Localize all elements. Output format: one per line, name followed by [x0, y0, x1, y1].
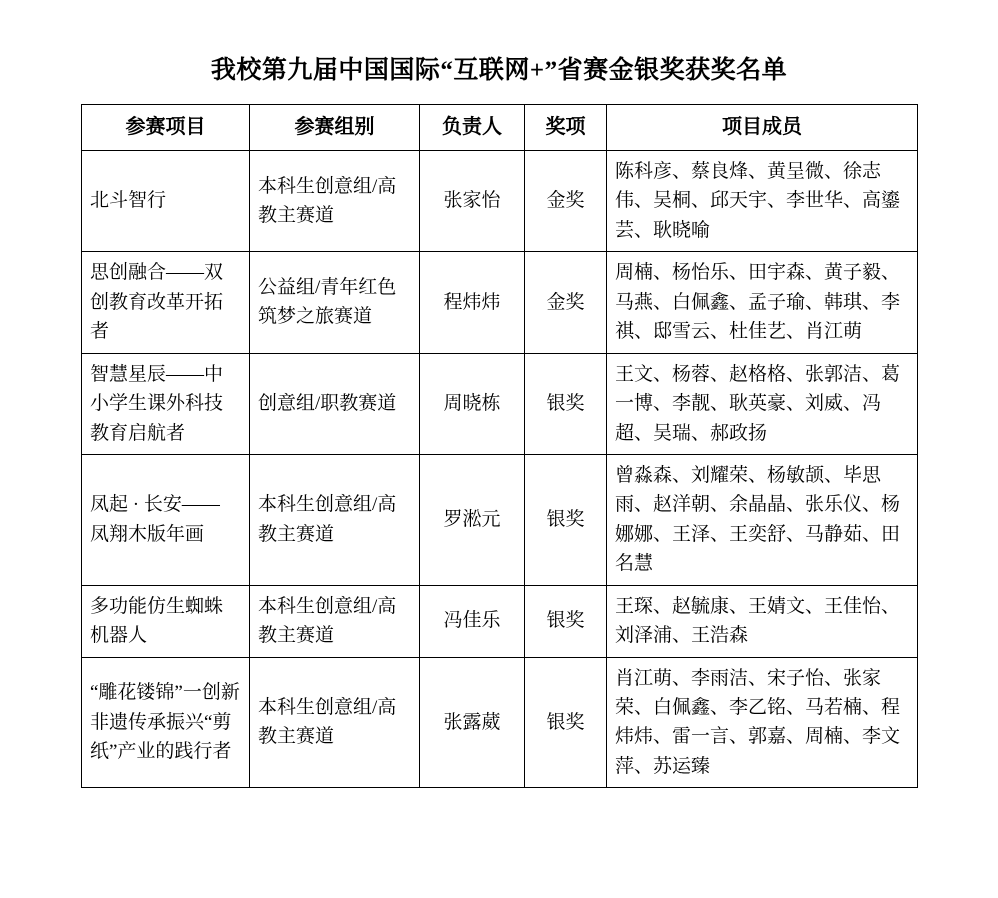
- cell-leader: 张家怡: [420, 151, 525, 252]
- table-header-row: [82, 105, 918, 151]
- cell-project: 凤起 · 长安—— 凤翔木版年画: [82, 454, 250, 585]
- table-row: [82, 585, 918, 657]
- document-page: [0, 50, 998, 898]
- table-body: [82, 151, 918, 788]
- cell-project: 思创融合——双创教育改革开拓者: [82, 252, 250, 353]
- table-row: [82, 454, 918, 585]
- cell-members: 王文、杨蓉、赵格格、张郭洁、葛一博、李靓、耿英豪、刘威、冯超、吴瑞、郝政扬: [607, 353, 918, 454]
- column-header-members: 项目成员: [607, 105, 918, 151]
- cell-group: 本科生创意组/高教主赛道: [250, 657, 420, 788]
- cell-award: 金奖: [525, 151, 607, 252]
- cell-award: 银奖: [525, 585, 607, 657]
- table-header: [82, 105, 918, 151]
- cell-project: 北斗智行: [82, 151, 250, 252]
- cell-leader: 程炜炜: [420, 252, 525, 353]
- cell-project: 多功能仿生蜘蛛机器人: [82, 585, 250, 657]
- cell-members: 陈科彦、蔡良烽、黄呈微、徐志伟、吴桐、邱天宇、李世华、高鎏芸、耿晓喻: [607, 151, 918, 252]
- cell-members: 肖江萌、李雨洁、宋子怡、张家荣、白佩鑫、李乙铭、马若楠、程炜炜、雷一言、郭嘉、周楠、李文萍、苏运臻: [607, 657, 918, 788]
- cell-award: 银奖: [525, 657, 607, 788]
- column-header-leader: 负责人: [420, 105, 525, 151]
- cell-group: 公益组/青年红色筑梦之旅赛道: [250, 252, 420, 353]
- column-header-group: 参赛组别: [250, 105, 420, 151]
- column-header-award: 奖项: [525, 105, 607, 151]
- page-title: 我校第九届中国国际“互联网+”省赛金银奖获奖名单: [210, 57, 788, 84]
- table-row: [82, 252, 918, 353]
- cell-members: 曾淼森、刘耀荣、杨敏颉、毕思雨、赵洋朝、余晶晶、张乐仪、杨娜娜、王泽、王奕舒、马静茹、田名慧: [607, 454, 918, 585]
- cell-project: “雕花镂锦”一创新非遗传承振兴“剪纸”产业的践行者: [82, 657, 250, 788]
- cell-award: 银奖: [525, 353, 607, 454]
- table-row: [82, 151, 918, 252]
- cell-group: 本科生创意组/高教主赛道: [250, 151, 420, 252]
- award-table-wrapper: [81, 104, 917, 788]
- cell-leader: 罗淞元: [420, 454, 525, 585]
- cell-leader: 冯佳乐: [420, 585, 525, 657]
- cell-leader: 张露葳: [420, 657, 525, 788]
- cell-leader: 周晓栋: [420, 353, 525, 454]
- cell-award: 金奖: [525, 252, 607, 353]
- cell-award: 银奖: [525, 454, 607, 585]
- table-row: [82, 657, 918, 788]
- cell-group: 创意组/职教赛道: [250, 353, 420, 454]
- cell-members: 周楠、杨怡乐、田宇森、黄子毅、马燕、白佩鑫、孟子瑜、韩琪、李祺、邸雪云、杜佳艺、肖江萌: [607, 252, 918, 353]
- table-row: [82, 353, 918, 454]
- column-header-project: 参赛项目: [82, 105, 250, 151]
- award-table: [81, 104, 918, 788]
- cell-members: 王琛、赵毓康、王婧文、王佳怡、刘泽浦、王浩森: [607, 585, 918, 657]
- cell-project: 智慧星辰——中小学生课外科技教育启航者: [82, 353, 250, 454]
- cell-group: 本科生创意组/高教主赛道: [250, 454, 420, 585]
- cell-group: 本科生创意组/高教主赛道: [250, 585, 420, 657]
